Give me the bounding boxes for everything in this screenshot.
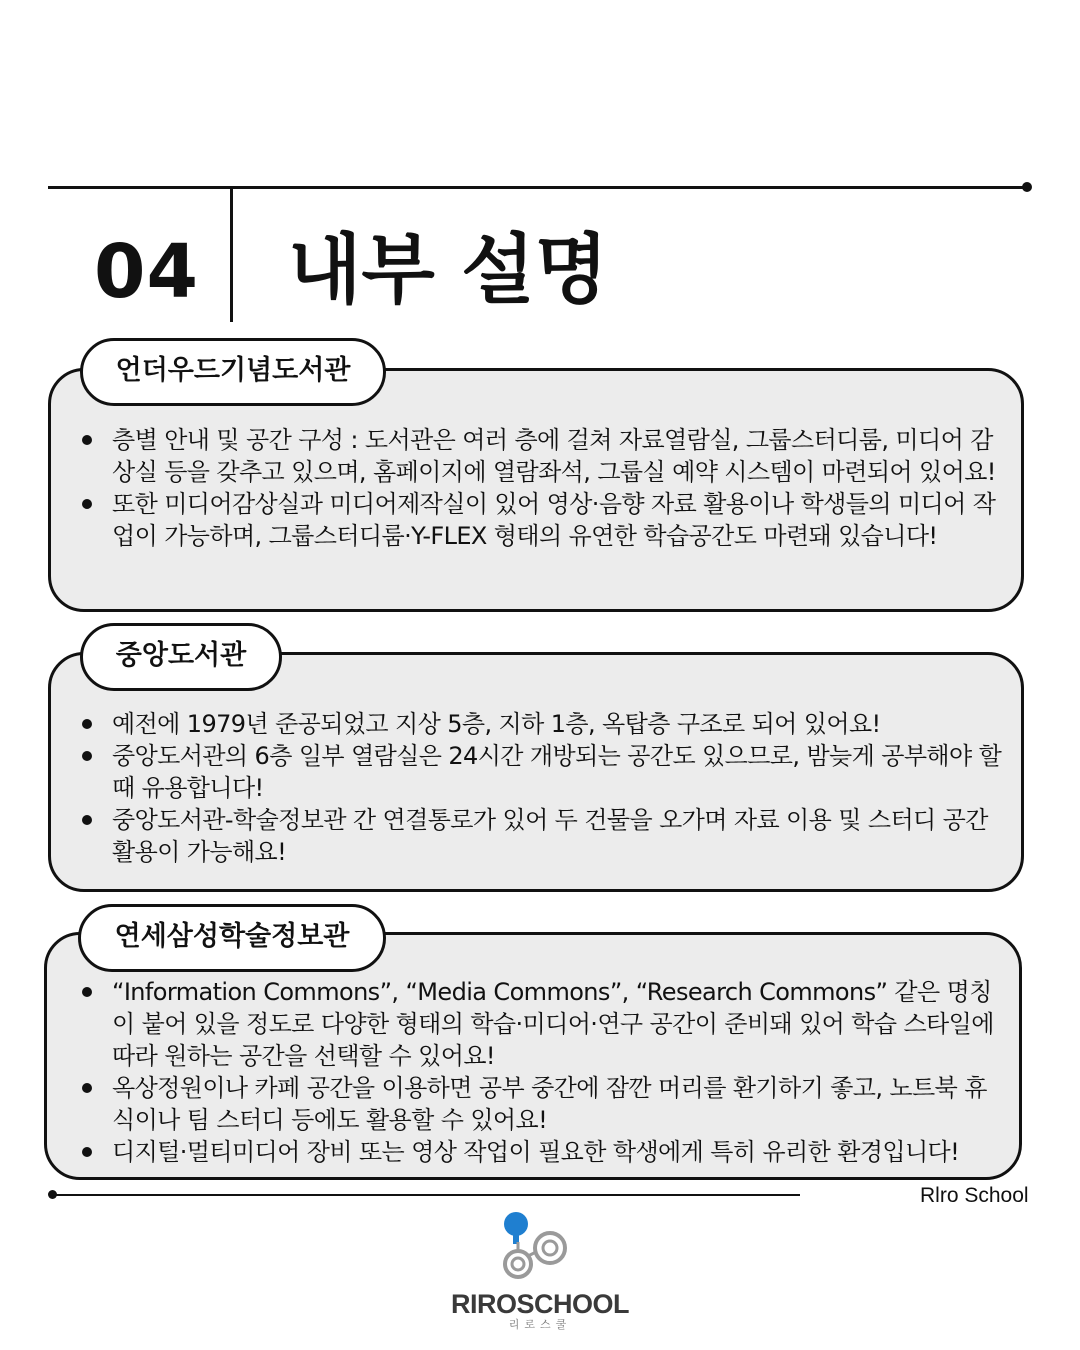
bullet-item: 중앙도서관의 6층 일부 열람실은 24시간 개방되는 공간도 있으므로, 밤늦게 공부해야 할 때 유용합니다! bbox=[82, 740, 1006, 804]
card-title-pill: 연세삼성학술정보관 bbox=[78, 904, 386, 972]
section-title: 내부 설명 bbox=[288, 225, 609, 314]
card-title-pill: 언더우드기념도서관 bbox=[80, 338, 386, 406]
riroschool-logo-icon bbox=[488, 1208, 592, 1298]
section-number: 04 bbox=[94, 229, 199, 315]
bullet-item: 옥상정원이나 카페 공간을 이용하면 공부 중간에 잠깐 머리를 환기하기 좋고, 노트북 휴식이나 팀 스터디 등에도 활용할 수 있어요! bbox=[82, 1072, 1008, 1136]
bullet-item: 예전에 1979년 준공되었고 지상 5층, 지하 1층, 옥탑층 구조로 되어 있어요! bbox=[82, 708, 1006, 740]
top-divider bbox=[48, 186, 1028, 189]
bullet-item: 중앙도서관-학술정보관 간 연결통로가 있어 두 건물을 오가며 자료 이용 및 스터디 공간 활용이 가능해요! bbox=[82, 804, 1006, 868]
bullet-item: 또한 미디어감상실과 미디어제작실이 있어 영상·음향 자료 활용이나 학생들의 미디어 작업이 가능하며, 그룹스터디룸·Y-FLEX 형태의 유연한 학습공간도 마련돼 있습니다! bbox=[82, 488, 1006, 552]
bullet-item: 디지털·멀티미디어 장비 또는 영상 작업이 필요한 학생에게 특히 유리한 환경입니다! bbox=[82, 1136, 1008, 1168]
bottom-divider bbox=[52, 1194, 800, 1196]
brand-name: Rlro School bbox=[920, 1184, 1029, 1207]
logo-wordmark: RIROSCHOOL bbox=[450, 1289, 629, 1319]
bottom-divider-dot bbox=[48, 1190, 57, 1199]
bullet-item: “Information Commons”, “Media Commons”, “Research Commons” 같은 명칭이 붙어 있을 정도로 다양한 형태의 학습·미디어·연구 공간이 준비돼 있어 학습 스타일에 따라 원하는 공간을 선택할 수 있어요! bbox=[82, 976, 1008, 1072]
bullet-item: 층별 안내 및 공간 구성 : 도서관은 여러 층에 걸쳐 자료열람실, 그룹스터디룸, 미디어 감상실 등을 갖추고 있으며, 홈페이지에 열람좌석, 그룹실 예약 시스템이 마련되어 있어요! bbox=[82, 424, 1006, 488]
top-divider-dot bbox=[1022, 182, 1032, 192]
card-title-pill: 중앙도서관 bbox=[80, 623, 282, 691]
logo-subtitle: 리로스쿨 bbox=[508, 1318, 572, 1331]
header-vertical-divider bbox=[230, 188, 233, 322]
bullet-list bbox=[82, 424, 1006, 552]
bullet-list bbox=[82, 976, 1008, 1168]
bullet-list bbox=[82, 708, 1006, 868]
